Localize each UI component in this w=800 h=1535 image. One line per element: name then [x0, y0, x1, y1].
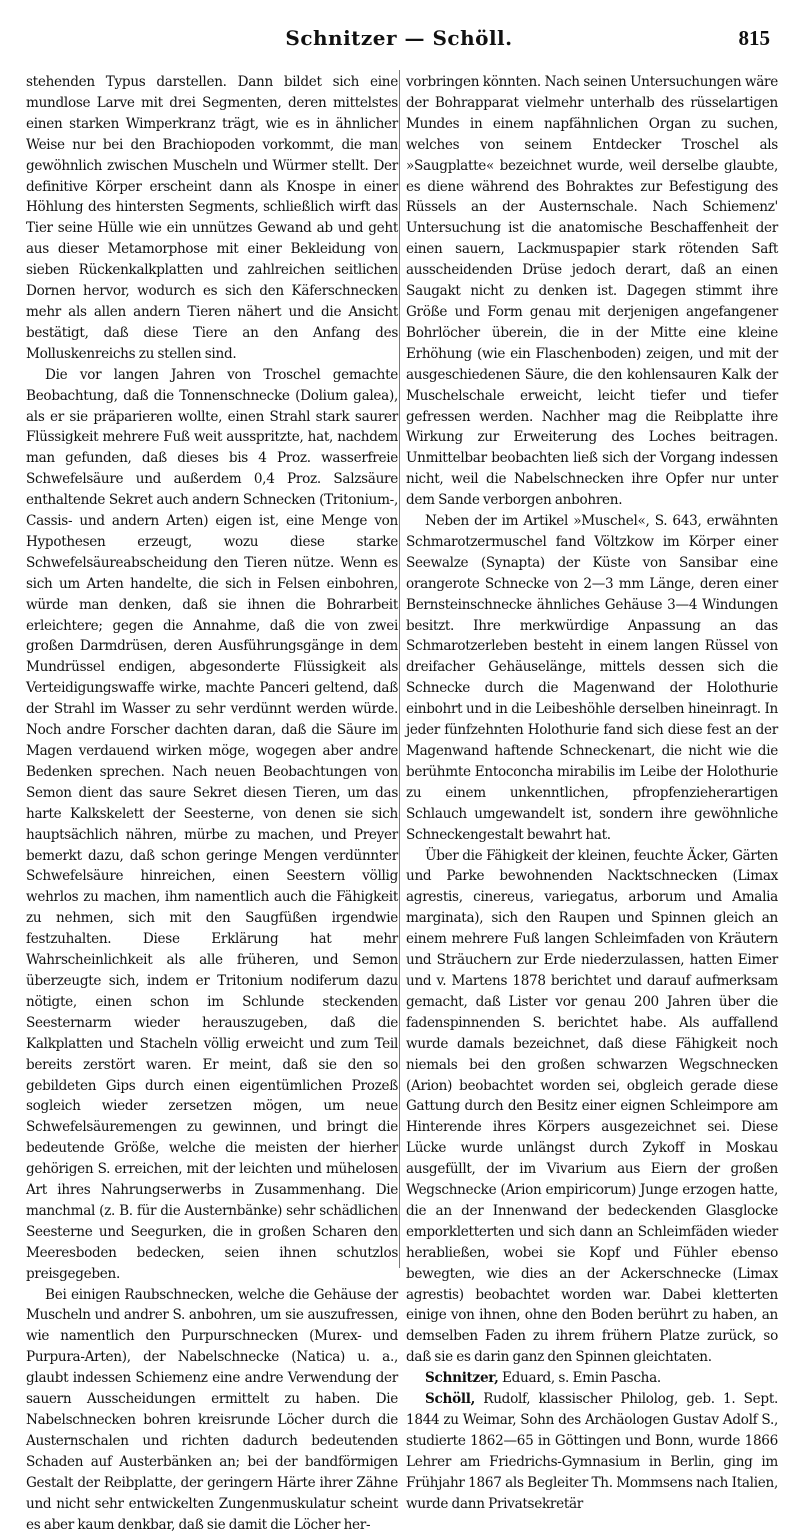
paragraph: Neben der im Artikel »Muschel«, S. 643, erwähnten Schmarotzermuschel fand Völtzkow im Körper einer Seewalze (Synapta) der Küste von Sansibar eine orangerote Schnecke von 2—3 mm Länge, deren einer Bernsteinschnecke ähnliches Gehäuse 3—4 Windungen besitzt. Ihre merkwürdige Anpassung an das Schmarotzerleben besteht in einem langen Rüssel von dreifacher Gehäuselänge, mittels dessen sich die Schnecke durch die Magenwand der Holothurie einbohrt und in die Leibeshöhle derselben hineinragt. In jeder fünfzehnten Holothurie fand sich diese fest an der Magenwand haftende Schneckenart, die nicht wie die berühmte Entoconcha mirabilis im Leibe der Holothurie zu einem unkenntlichen, pfropfenzieherartigen Schlauch umgewandelt ist, sondern ihre gewöhnliche Schneckengestalt bewahrt hat. [406, 513, 778, 843]
entry-text: Eduard, s. Emin Pascha. [498, 1370, 661, 1387]
lexicon-entry-schoell [406, 1389, 778, 1514]
paragraph: Bei einigen Raubschnecken, welche die Gehäuse der Muscheln und andrer S. anbohren, um sie auszufressen, wie namentlich den Purpurschnecken (Murex- und Purpura-Arten), der Nabelschnecke (Natica) u. a., glaubt indessen Schiemenz eine andre Verwendung der sauern Ausscheidungen ermittelt zu haben. Die Nabelschnecken bohren kreisrunde Löcher durch die Austernschalen und richten dadurch bedeutenden Schaden auf Austerbänken an; bei der bandförmigen Gestalt der Reibplatte, der geringern Härte ihrer Zähne und nicht sehr entwickelten Zungenmuskulatur scheint es aber kaum denkbar, daß sie damit die Löcher her- [26, 1286, 398, 1533]
left-column [26, 72, 398, 1533]
entry-headword: Schöll, [425, 1391, 476, 1408]
lexicon-entry-schnitzer [406, 1368, 778, 1389]
entry-text: Rudolf, klassischer Philolog, geb. 1. Sept. 1844 zu Weimar, Sohn des Archäologen Gustav Adolf S., studierte 1862—65 in Göttingen und Bonn, wurde 1866 Lehrer am Friedrichs-Gymnasium in Berlin, ging im Frühjahr 1867 als Begleiter Th. Mommsens nach Italien, wurde dann Privatsekretär [406, 1391, 778, 1512]
page-number: 815 [738, 26, 770, 50]
paragraph: vorbringen könnten. Nach seinen Untersuchungen wäre der Bohrapparat vielmehr unterhalb des rüsselartigen Mundes in einem napfähnlichen Organ zu suchen, welches von seinem Entdecker Troschel als »Saugplatte« bezeichnet wurde, weil derselbe glaubte, es diene während des Bohraktes zur Befestigung des Rüssels an der Austernschale. Nach Schiemenz' Untersuchung ist die anatomische Beschaffenheit der einen sauern, Lackmuspapier stark rötenden Saft ausscheidenden Drüse jedoch derart, daß an einen Saugakt nicht zu denken ist. Dagegen stimmt ihre Größe und Form genau mit derjenigen angefangener Bohrlöcher überein, die in der Mitte eine kleine Erhöhung (wie ein Flaschenboden) zeigen, und mit der ausgeschiedenen Säure, die den kohlensauren Kalk der Muschelschale erweicht, leicht tiefer und tiefer gefressen werden. Nachher mag die Reibplatte ihre Wirkung zur Erweiterung des Loches beitragen. Unmittelbar beobachten ließ sich der Vorgang indessen nicht, weil die Nabelschnecken ihre Opfer nur unter dem Sande verborgen anbohren. [406, 74, 778, 509]
entry-headword: Schnitzer, [425, 1370, 499, 1387]
right-column [406, 72, 778, 1512]
running-title: Schnitzer — Schöll. [285, 26, 513, 50]
paragraph: Die vor langen Jahren von Troschel gemachte Beobachtung, daß die Tonnenschnecke (Dolium galea), als er sie präparieren wollte, einen Strahl stark saurer Flüssigkeit mehrere Fuß weit ausspritzte, hat, nachdem man gefunden, daß dieses bis 4 Proz. wasserfreie Schwefelsäure und außerdem 0,4 Proz. Salzsäure enthaltende Sekret auch andern Schnecken (Tritonium-, Cassis- und andern Arten) eigen ist, eine Menge von Hypothesen erzeugt, wozu diese starke Schwefelsäureabscheidung den Tieren nütze. Wenn es sich um Arten handelte, die sich in Felsen einbohren, würde man denken, daß sie ihnen die Bohrarbeit erleichtere; gegen die Annahme, daß die von zwei großen Darmdrüsen, deren Ausführungsgänge in dem Mundrüssel endigen, abgesonderte Flüssigkeit als Verteidigungswaffe wirke, machte Panceri geltend, daß der Strahl im Wasser zu sehr verdünnt werden würde. Noch andre Forscher dachten daran, daß die Säure im Magen verdauend wirken möge, wogegen aber andre Bedenken sprechen. Nach neuen Beobachtungen von Semon dient das saure Sekret diesen Tieren, um das harte Kalkskelett der Seesterne, von denen sie sich hauptsächlich nähren, mürbe zu machen, und Preyer bemerkt dazu, daß schon geringe Mengen verdünnter Schwefelsäure hinreichen, einen Seestern völlig wehrlos zu machen, ihm namentlich auch die Fähigkeit zu nehmen, sich mit den Saugfüßen irgendwie festzuhalten. Diese Erklärung hat mehr Wahrscheinlichkeit als alle früheren, und Semon überzeugte sich, indem er Tritonium nodiferum dazu nötigte, einen schon im Schlunde steckenden Seesternarm wieder herauszugeben, daß die Kalkplatten und Stacheln völlig erweicht und zum Teil bereits zerstört waren. Er meint, daß sie den so gebildeten Gips durch einen eigentümlichen Prozeß sogleich wieder zersetzen mögen, um neue Schwefelsäuremengen zu gewinnen, und bringt die bedeutende Größe, welche die meisten der hierher gehörigen S. erreichen, mit der leichten und mühelosen Art ihres Nahrungserwerbs in Zusammenhang. Die manchmal (z. B. für die Austernbänke) sehr schädlichen Seesterne und Seegurken, die in großen Scharen den Meeresboden bedecken, seien ihnen schutzlos preisgegeben. [26, 366, 398, 1282]
column-divider [399, 70, 400, 1268]
paragraph: stehenden Typus darstellen. Dann bildet sich eine mundlose Larve mit drei Segmenten, deren mittelstes einen starken Wimperkranz trägt, wie es in ähnlicher Weise nur bei den Brachiopoden vorkommt, die man gewöhnlich zwischen Muscheln und Würmer stellt. Der definitive Körper erscheint dann als Knospe in einer Höhlung des hintersten Segments, schließlich wirft das Tier seine Hülle wie ein unnützes Gewand ab und geht aus dieser Metamorphose mit einer Bekleidung von sieben Rückenkalkplatten und zahlreichen seitlichen Dornen hervor, wodurch es sich den Käferschnecken mehr als allen andern Tieren nähert und die Ansicht bestätigt, daß diese Tiere an den Anfang des Molluskenreichs zu stellen sind. [26, 74, 398, 362]
paragraph: Über die Fähigkeit der kleinen, feuchte Äcker, Gärten und Parke bewohnenden Nacktschnecken (Limax agrestis, cinereus, variegatus, arborum und Amalia marginata), sich den Raupen und Spinnen gleich an einem mehrere Fuß langen Schleimfaden von Kräutern und Sträuchern zur Erde niederzulassen, hatten Eimer und v. Martens 1878 berichtet und darauf aufmerksam gemacht, daß Lister vor genau 200 Jahren über die fadenspinnenden S. berichtet habe. Als auffallend wurde damals bezeichnet, daß diese Fähigkeit noch niemals bei den großen schwarzen Wegschnecken (Arion) beobachtet worden sei, obgleich gerade diese Gattung durch den Besitz einer eignen Schleimpore am Hinterende ihres Körpers ausgezeichnet sei. Diese Lücke wurde unlängst durch Zykoff in Moskau ausgefüllt, der im Vivarium aus Eiern der großen Wegschnecke (Arion empiricorum) Junge erzogen hatte, die an der Innenwand der bedeckenden Glasglocke emporkletterten und sich dann an Schleimfäden wieder herabließen, wobei sie Kopf und Fühler ebenso bewegten, wie dies an der Ackerschnecke (Limax agrestis) beobachtet worden war. Dabei kletterten einige von ihnen, ohne den Boden berührt zu haben, an demselben Faden zu ihrem frühern Platze zurück, so daß sie es darin ganz den Spinnen gleichtaten. [406, 847, 778, 1366]
page-header [28, 26, 770, 66]
